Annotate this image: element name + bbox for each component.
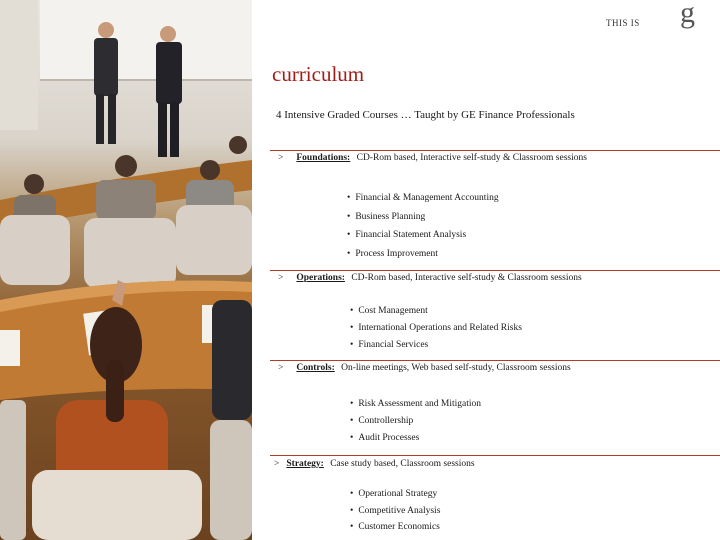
module-name: Controls: [296,363,335,373]
arrow-icon: > [278,153,284,163]
whiteboard-shape [40,0,252,80]
list-item: • International Operations and Related Risks [350,320,522,337]
module-name: Strategy: [286,459,324,469]
operations-topic-list [350,303,522,354]
controls-topic-list [350,396,481,447]
module-description: Case study based, Classroom sessions [330,459,475,469]
module-strategy [274,459,475,469]
brand-logo-glyph: g [680,0,695,29]
divider-line [270,270,720,271]
list-item: • Competitive Analysis [350,503,440,520]
list-item: • Controllership [350,413,481,430]
module-foundations [278,153,587,163]
foundations-topic-list [347,189,499,264]
arrow-icon: > [278,363,284,373]
list-item: • Operational Strategy [350,486,440,503]
list-item: • Financial & Management Accounting [347,189,499,208]
presenter-left-shape [94,22,118,144]
arrow-icon: > [278,273,284,283]
list-item: • Customer Economics [350,519,440,536]
list-item: • Risk Assessment and Mitigation [350,396,481,413]
list-item: • Financial Services [350,337,522,354]
page-title: curriculum [272,62,365,86]
module-name: Operations: [296,273,345,283]
module-controls [278,363,571,373]
list-item: • Process Improvement [347,245,499,264]
page-subtitle: 4 Intensive Graded Courses … Taught by GE Finance Professionals [276,109,575,121]
module-description: CD-Rom based, Interactive self-study & Classroom sessions [356,153,587,163]
module-operations [278,273,582,283]
list-item: • Cost Management [350,303,522,320]
module-name: Foundations: [296,153,351,163]
list-item: • Business Planning [347,208,499,227]
list-item: • Financial Statement Analysis [347,226,499,245]
classroom-illustration [0,0,252,540]
presenter-right-shape [156,26,182,157]
brand-tagline: THIS IS [606,18,640,28]
divider-line [270,150,720,151]
module-description: On-line meetings, Web based self-study, Classroom sessions [341,363,571,373]
module-description: CD-Rom based, Interactive self-study & Classroom sessions [351,273,582,283]
divider-line [270,360,720,361]
list-item: • Audit Processes [350,430,481,447]
classroom-photo [0,0,252,540]
arrow-icon: > [274,459,280,469]
strategy-topic-list [350,486,440,536]
divider-line [270,455,720,456]
